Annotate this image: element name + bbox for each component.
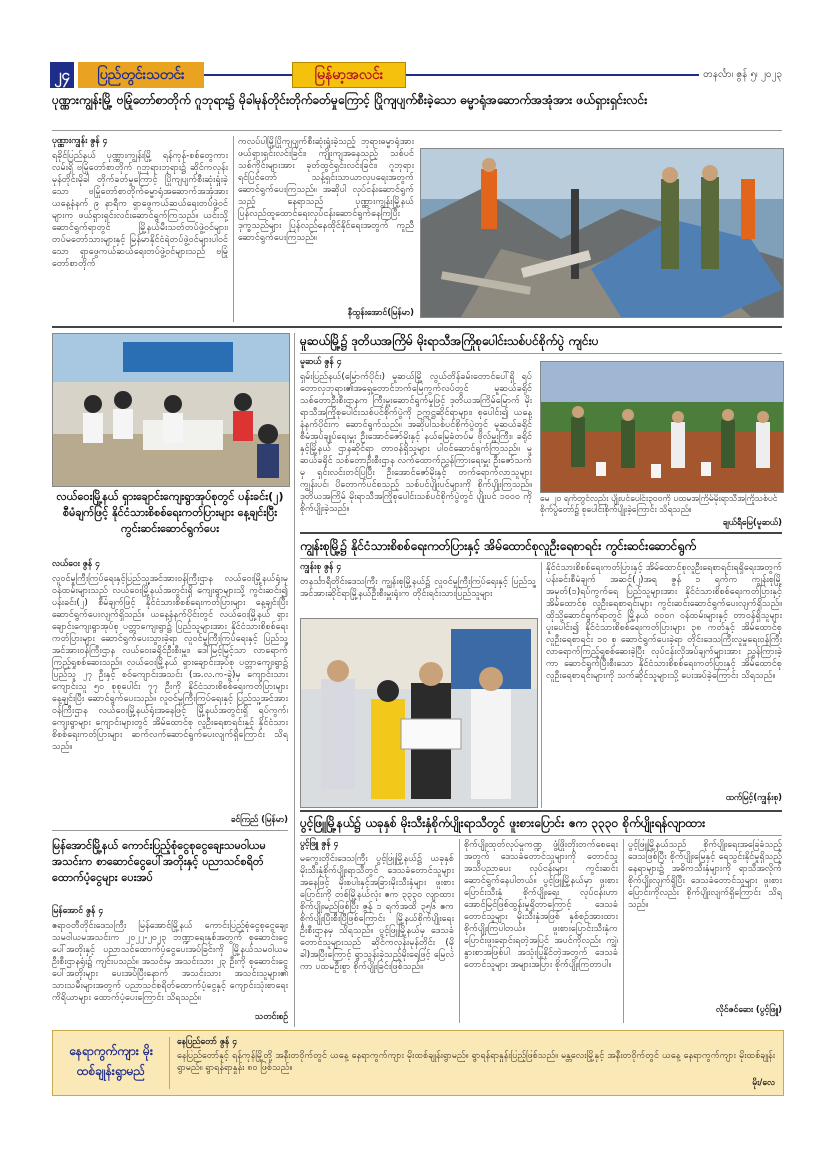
- divider: [541, 562, 542, 808]
- kyaukme-dateline: ကျွန်းစု ဇွန် ၄: [300, 562, 342, 572]
- tree-caption: မေ ၂၀ ရက်တွင်လည်း ပျိုးပင်ပေါင်း၃၀၀ကို ပထမအကြိမ်မိုးရာသီအကြိုသစ်ပင်စိုက်ပွဲတော်၌ စုပေါင်းစိုက်ပျိုးခဲ့ကြောင်း သိရသည်။: [540, 494, 778, 515]
- school-dateline: လယ်ဝေး ဇွန် ၄: [52, 559, 100, 569]
- school-byline: ခင်ကြည် (မြန်မာ): [230, 815, 288, 825]
- weather-body: နေပြည်တော်နှင့် ရန်ကုန်မြို့တို့ အနီးတဝိုက်တွင် ယနေ့ နေရာကွက်ကျား မိုးထစ်ချုန်းရွာမည်။ ရွာရန်ရာနှုန်းပြည့်ဖြစ်သည်။ မန္တလေးမြို့နှင့် အနီးတဝိုက်တွင် ယနေ့ နေရာကွက်ကျား မိုးထစ်ချုန်းရွာမည်။ ရွာရန်ရာနှုန်း ၈၀ ဖြစ်သည်။: [177, 1051, 775, 1073]
- divider: [52, 130, 782, 131]
- divider: [300, 835, 782, 836]
- divider: [52, 326, 782, 328]
- divider: [294, 333, 295, 1027]
- divider: [52, 830, 288, 831]
- maize-headline: ပွင့်ဖြူမြို့နယ်၌ ယခုနှစ် မိုးသီးနှံစိုက်ပျိုးရာသီတွင် ဖူးစားပြောင်း ဧက ၃၃၃၀ စိုက်ပျိုးရန်လျာထား: [300, 816, 706, 830]
- kyaukme-headline: ကျွန်းစုမြို့၌ နိုင်ငံသားစိစစ်ရေးကတ်ပြားနှင့် အိမ်ထောင်စုလူဦးရေစာရင်း ကွင်းဆင်းဆောင်ရွက်: [300, 539, 697, 553]
- lead-headline: ပုဏ္ဏားကျွန်းမြို့ ဗမြုံတော်စာတိုက် ဂူဘုရား၌ မိုခါမုန်တိုင်းတိုက်ခတ်မှုကြောင့် ပြိုကျပျက်စီးခဲ့သော ဓမ္မာရုံအဆောက်အအုံအား ဖယ်ရှားရှင်းလင်း: [52, 93, 648, 107]
- divider: [623, 839, 624, 1023]
- kyaukme-byline: ထက်မြင့်(ကျွန်းစု): [725, 793, 782, 803]
- issue-date: တနင်္လာ၊ ဇွန် ၅၊ ၂၀၂၃: [699, 62, 786, 88]
- maize-dateline: ပွင့်ဖြူ ဇွန် ၄: [300, 839, 339, 849]
- lead-col1: ရခိုင်ပြည်နယ် ပုဏ္ဏားကျွန်းမြို့ ရန်ကုန်-စစ်တွေကားလမ်းရှိ ဗမြုံတော်စာတိုက် ဂူဘုရားဘုရား၌ ဆိုင်ကလုန်းမုန်တိုင်းမိုခါ တိုက်ခတ်မှုကြောင့် ပြိုကျပျက်စီးဆုံးရှုံးခဲ့သော ဗမြုံတော်စာတိုက်ဓမ္မာရုံအဆောက်အအုံအား ယနေ့နံနက် ၉ နာရီက ရှာဖွေကယ်ဆယ်ရေးတပ်ဖွဲ့ဝင်များက ဖယ်ရှားရှင်းလင်းဆောင်ရွက်ကြသည်။ ယင်းသို့ဆောင်ရွက်ရာတွင် မြို့နယ်မီးသတ်တပ်ဖွဲ့ဝင်များ၊ တပ်မတော်သားများနှင့် မြန်မာနိုင်ငံရဲတပ်ဖွဲ့ဝင်များပါဝင်သော ရှာဖွေကယ်ဆယ်ရေးတပ်ဖွဲ့ဝင်များသည် ဗမြုံတော်စာတိုက်: [52, 151, 228, 269]
- library-byline: သတင်းစဉ်: [255, 1012, 288, 1022]
- maize-col2: စိုက်ပျိုးထုတ်လုပ်မှုကဏ္ဍ ဖွံ့ဖြိုးတိုးတက်စေရေးအတွက် ဒေသခံတောင်သူများကို တောင်သူအသိပညာပေး လုပ်ငန်းများ ကွင်းဆင်းဆောင်ရွက်နေပါတယ်။ ပွင့်ဖြူမြို့နယ်မှာ ဖူးစားပြောင်းသီးနှံ စိုက်ပျိုးရေး လုပ်ငန်းဟာ အောင်မြင်ဖြစ်ထွန်းမှုရှိတာကြောင့် ဒေသခံတောင်သူများ မိုးသီးနှံအဖြစ် နှစ်စဉ်အားထား စိုက်ပျိုးကြပါတယ်။ ဖူးစားပြောင်းသီးနှံက ပြောင်းဖူးရောင်းရတဲ့အပြင် အပင်ကိုလည်း ကျွဲ၊ နွားစာအဖြစ်ပါ အသုံးပြုနိုင်တဲ့အတွက် ဒေသခံတောင်သူများ အများအပြား စိုက်ပျိုးကြတာပါ။: [464, 840, 618, 970]
- tree-headline: မူဆယ်မြို့၌ ဒုတိယအကြိမ် မိုးရာသီအကြိုစုပေါင်းသစ်ပင်စိုက်ပွဲ ကျင်းပ: [300, 334, 599, 348]
- kyaukme-col1: တနင်္သာရီတိုင်းဒေသကြီး ကျွန်းစုမြို့နယ်၌ လူဝင်မှုကြီးကြပ်ရေးနှင့် ပြည်သူ့အင်အားဆိုင်ရာမြို့နယ်ဦးစီးမှူးရုံးက တိုင်းရင်းသားပြည်သူများ: [300, 577, 536, 599]
- lead-byline: နီထွန်းအောင်(မြန်မာ): [347, 308, 414, 318]
- weather-dateline: နေပြည်တော် ဇွန် ၄: [177, 1037, 238, 1047]
- lead-photo-rescue-team: [420, 148, 784, 318]
- newspaper-logo: မြန်မာ့အလင်း: [292, 62, 406, 88]
- lead-col2: ကလပ်ပါမြို့ပြိုကျပျက်စီးဆုံးရှုံးခဲ့သည့် ဘုရားဓမ္မာရုံအား ဖယ်ရှားရှင်းလင်းခြင်း၊ ကျိုးကျအနေသည့် သစ်ပင်သစ်ကိုင်းများအား ခုတ်ထွင်ရှင်းလင်းခြင်း၊ ဂူဘုရားရင်ပြင်တော် သန့်ရှင်းသာယာလှပရေးအတွက် ဆောင်ရွက်ပေးကြသည်။ အဆိုပါ လုပ်ငန်းဆောင်ရွက်သည့် နေရာသည် ပုဏ္ဏားကျွန်းမြို့နယ်ပြန်လည်ထူထောင်ရေးလုပ်ငန်းဆောင်ရွက်နေကြပြီး ဒုက္ခသည်များ ပြန်လည်နေထိုင်နိုင်ရေးအတွက် ကူညီဆောင်ရွက်ပေးကြသည်။: [238, 137, 414, 243]
- library-body: ဧရာဝတီတိုင်းဒေသကြီး မြန်အောင်မြို့နယ် ကောင်းပြည့်စုံငွေစုငွေချေးသမဝါယမအသင်းက ၂၀၂၂-၂၀၂၃ ဘဏ္ဍာရေးနှစ်အတွက် စုဆောင်းငွေပေါ်အတိုးနှင့် ပညာသင်ထောက်ပံ့ငွေပေးအပ်ခြင်းကို မြို့နယ်သမဝါယမဦးစီးဌာနရုံး၌ ကျင်းပသည်။ အသင်းမှ အသင်းသား ၂၃ ဦးကို စုဆောင်းငွေပေါ်အတိုးများ ပေးအပ်ပြီးနောက် အသင်းသား အသင်းသူများ၏ သားသမီးများအတွက် ပညာသင်စရိတ်ထောက်ပံ့ငွေနှင့် ကျောင်းသုံးစာရေးကိရိယာများ ထောက်ပံ့ပေးကြောင်း သိရသည်။: [52, 921, 288, 1003]
- kyaukme-photo: [300, 618, 538, 808]
- lead-dateline: ပုဏ္ဏားကျွန်း ဇွန် ၄: [52, 136, 108, 146]
- weather-box: [52, 1030, 784, 1096]
- divider: [300, 532, 782, 534]
- maize-byline: လိုင်ဇင်ဆေး (ပွင့်ဖြူ): [715, 1005, 782, 1015]
- tree-byline: ချယ်ရီမြေ(မူဆယ်): [722, 518, 782, 528]
- divider: [300, 353, 782, 354]
- tree-photo: [540, 361, 784, 493]
- header-bar: [50, 62, 786, 88]
- divider: [459, 839, 460, 1023]
- tree-dateline: မူဆယ် ဇွန် ၄: [300, 357, 342, 367]
- divider: [233, 136, 234, 322]
- maize-col3: ပွင့်ဖြူမြို့နယ်သည် စိုက်ပျိုးရေးအခြေခံသည့်ဒေသဖြစ်ပြီး စိုက်ပျိုးမြေနှင့် ရေသွင်းနိုင်မှုရှိသည့်နေရာများ၌ အဓိကသီးနှံများကို ရာသီအလိုက်စိုက်ပျိုးလျက်ရှိပြီး ဒေသခံတောင်သူများ ဖူးစားပြောင်းကိုလည်း စိုက်ပျိုးလျက်ရှိကြောင်း သိရသည်။: [628, 840, 782, 910]
- maize-col1: မကွေးတိုင်းဒေသကြီး ပွင့်ဖြူမြို့နယ်၌ ယခုနှစ်မိုးသီးနှံစိုက်ပျိုးရာသီတွင် ဒေသခံတောင်သူများအနေဖြင့် မိုးစပါးနှင့်အခြားမိုးသီးနှံများ ဖူးစားပြောင်းကို တစ်မြို့နယ်လုံး ဧက ၃၃၃၀ လျာထားစိုက်ပျိုးမည်ဖြစ်ပြီး ဇွန် ၁ ရက်အထိ ၃၅၆ ဧက စိုက်ပျိုးပြီးစီးပြီဖြစ်ကြောင်း မြို့နယ်စိုက်ပျိုးရေးဦးစီးဌာနမှ သိရသည်။ ပွင့်ဖြူမြို့နယ်မှ ဒေသခံတောင်သူများသည် ဆိုင်ကလုန်းမုန်တိုင်း (မိုခါ)အပြီးကြောင့် ရွာသွန်းခဲ့သည့်မိုးရေဖြင့် မြေလဲကာ ပထမဦးစွာ စိုက်ပျိုးခြင်းဖြစ်သည်။: [300, 854, 454, 972]
- weather-divider: [169, 1037, 170, 1089]
- kyaukme-col2: နိုင်ငံသားစိစစ်ရေးကတ်ပြားနှင့် အိမ်ထောင်စုလူဦးရေစာရင်းရရှိရေးအတွက် ပန်းခင်းစီမံချက် အဆင့်(၂)အရ ဇွန် ၁ ရက်က ကျွန်းစုမြို့ အမှတ်(၁)ရပ်ကွက်ရေ ပြည်သူများအား နိုင်ငံသားစိစစ်ရေးကတ်ပြားနှင့်အိမ်ထောင်စု လူဦးရေစာရင်းများ ကွင်းဆင်းဆောင်ရွက်ပေးလျက်ရှိသည်။ ထိုသို့ဆောင်ရွက်ရာတွင် မြို့နယ် ၀၀၀ဂ ဝန်ထမ်းများနှင့် တာဝန်ရှိသူများ ပူးပေါင်း၍ နိုင်ငံသားစိစစ်ရေးကတ်ပြားများ ၃၈ ကတ်နှင့် အိမ်ထောင်စုလူဦးရေစာရင်း ၁၀ စု ဆောင်ရွက်ပေးခဲ့ရာ တိုင်းဒေသကြီးလူမှုရေးဝန်ကြီး လာရောက်ကြည့်ရှုစစ်ဆေးခဲ့ပြီး လုပ်ငန်းလိုအပ်ချက်များအား ညွှန်ကြားခဲ့ကာ ဆောင်ရွက်ပြီးစီးသော နိုင်ငံသားစိစစ်ရေးကတ်ပြားနှင့် အိမ်ထောင်စုလူဦးရေစာရင်းများကို သက်ဆိုင်သူများသို့ ပေးအပ်ခဲ့ကြောင်း သိရသည်။: [546, 563, 782, 681]
- school-headline: လယ်ဝေးမြို့နယ် ရှားချောင်းကျေးရွာအုပ်စုတွင် ပန်းခင်း(၂) စီမံချက်ဖြင့် နိုင်ငံသားစိစစ်ရေးကတ်ပြားများ နေ့ချင်းပြီး ကွင်းဆင်းဆောင်ရွက်ပေး: [56, 490, 284, 535]
- weather-byline: မိုး/လေ: [752, 1078, 775, 1088]
- page-number: ၂၄: [50, 62, 74, 88]
- tree-body: ရှမ်းပြည်နယ်(မြောက်ပိုင်း) မူဆယ်မြို့ လွယ်တိန်ခမ်းတောင်ပေါ်ရှိ ရပ်တောလှဘုရား၏အရှေ့တောင်ဘက်မြေကွက်လပ်တွင် မူဆယ်ခရိုင်သစ်တောဦးစီးဌာနက ကြီးမှူးဆောင်ရွက်မှုဖြင့် ဒုတိယအကြိမ်မြောက် မိုးရာသီအကြိုစုပေါင်းသစ်ပင်စိုက်ပွဲကို ဥက္ကဋ္ဌဆိုင်ရာများ၊ စုပေါင်း၍ ယနေ့နံနက်ပိုင်းက ဆောင်ရွက်သည်။ အဆိုပါသစ်ပင်စိုက်ပွဲတွင် မူဆယ်ခရိုင်စီမံအုပ်ချုပ်ရေးမှူး ဦးအောင်ဇော်မိုးနှင့် နယ်မြေခံတပ်မ ဗိုလ်မှူးကြီး၊ ခရိုင်နှင့်မြို့နယ် ဌာနဆိုင်ရာ တာဝန်ရှိသူများ ပါဝင်ဆောင်ရွက်ကြသည်။ မူဆယ်ခရိုင် သစ်တောဦးစီးဌာန လက်ထောက်ညွှန်ကြားရေးမှူး ဦးဇော်သက်မှ ရှင်းလင်းတင်ပြပြီး ဦးအောင်ဇော်မိုးနှင့် တက်ရောက်လာသူများ ကျွန်းပင်၊ ပိတောက်ပင်စသည့် သစ်ပင်ပျိုးပင်များကို စိုက်ပျိုးကြသည်။ ဒုတိယအကြိမ် မိုးရာသီအကြိုစုပေါင်းသစ်ပင်စိုက်ပွဲတွင် ပျိုးပင် ၁၀၀၀ ကို စိုက်ပျိုးခဲ့သည်။: [300, 372, 532, 514]
- section-label: ပြည်တွင်းသတင်း: [78, 62, 204, 88]
- divider: [300, 558, 782, 559]
- school-photo: [52, 333, 290, 487]
- library-dateline: မြန်အောင် ဇွန် ၄: [52, 906, 104, 916]
- library-headline: မြန်အောင်မြို့နယ် ကောင်းပြည့်စုံငွေစုငွေချေးသမဝါယမအသင်းက စာဆောင်ငွေပေါ်အတိုးနှင့် ပညာသင်စရိတ်ထောက်ပံ့ငွေများ ပေးအပ်: [52, 839, 266, 884]
- weather-title: နေရာကွက်ကျား မိုးထစ်ချုန်းရွာမည်: [69, 1044, 153, 1078]
- divider: [300, 810, 782, 812]
- school-body: လူဝင်မှုကြီးကြပ်ရေးနှင့်ပြည်သူ့အင်အားဝန်ကြီးဌာန လယ်ဝေးမြို့နယ်ရုံးမှ ဝန်ထမ်းများသည် လယ်ဝေးမြို့နယ်အတွင်းရှိ ကျေးရွာများသို့ ကွင်းဆင်း၍ ပန်းခင်း(၂) စီမံချက်ဖြင့် နိုင်ငံသားစိစစ်ရေးကတ်ပြားများ နေ့ချင်းပြီး ဆောင်ရွက်ပေးလျက်ရှိသည်။ ယနေ့နံနက်ပိုင်းတွင် လယ်ဝေးမြို့နယ် ရှားချောင်းကျေးရွာအုပ်စု ပတ္တာကျေးရွာ၌ ပြည်သူများအား နိုင်ငံသားစိစစ်ရေးကတ်ပြားများ ဆောင်ရွက်ပေးသွားခဲ့ရာ လူဝင်မှုကြီးကြပ်ရေးနှင့် ပြည်သူ့အင်အားဝန်ကြီးဌာန လယ်ဝေးခရိုင်ဦးစီးမှူး၊ ဒေါ်မြင့်မြင့်သာ လာရောက်ကြည့်ရှုစစ်ဆေးသည်။ လယ်ဝေးမြို့နယ် ရှားချောင်းအုပ်စု ပတ္တာကျေးရွာ၌ ပြည်သူ ၂၇ ဦးနှင့် စဝ်ကျောင်းအသင်း (အ.လ.က-ခွဲ)မှ ကျောင်းသား ကျောင်းသူ ၅၀ စုစုပေါင်း ၇၇ ဦးကို နိုင်ငံသားစိစစ်ရေးကတ်ပြားများ နေ့ချင်းပြီး ဆောင်ရွက်ပေးသည်။ လူဝင်မှုကြီးကြပ်ရေးနှင့် ပြည်သူ့အင်အားဝန်ကြီးဌာန လယ်ဝေးမြို့နယ်ရုံးအနေဖြင့် မြို့နယ်အတွင်းရှိ ရပ်ကွက်၊ ကျေးရွာများ ကျောင်းများတွင် အိမ်ထောင်စု လူဦးရေစာရင်းနှင့် နိုင်ငံသားစိစစ်ရေးကတ်ပြားများ ဆက်လက်ဆောင်ရွက်ပေးလျက်ရှိကြောင်း သိရသည်။: [52, 574, 288, 752]
